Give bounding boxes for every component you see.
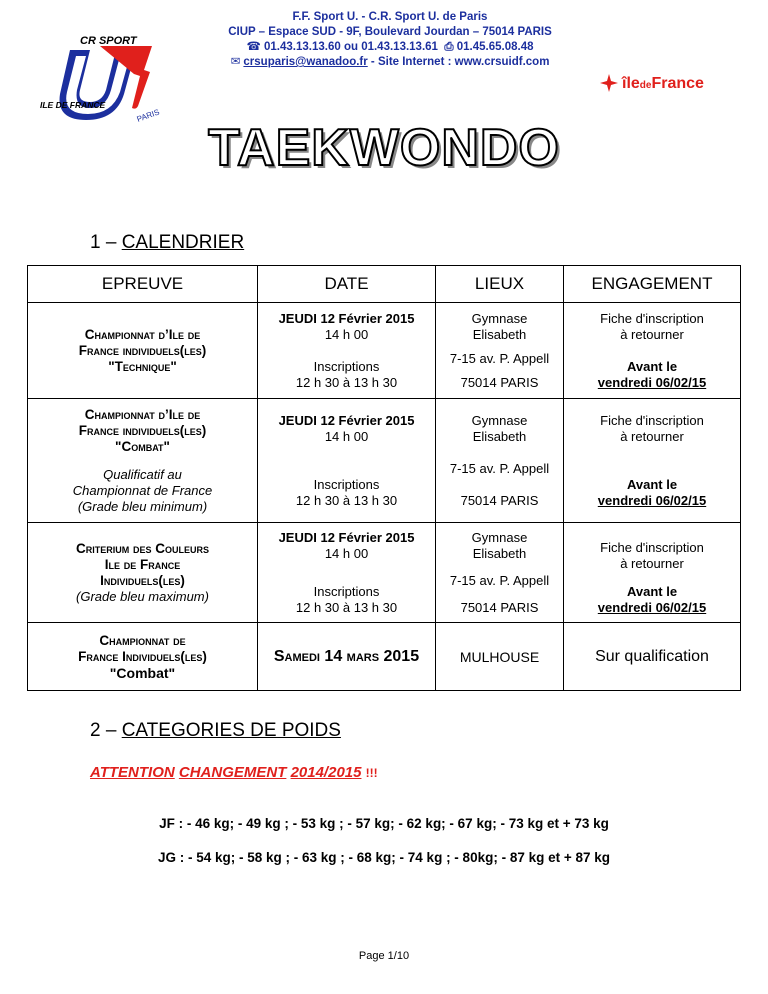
engagement-cell: Fiche d'inscription à retourner Avant le vendredi 06/02/15	[564, 303, 741, 399]
engagement-cell: Fiche d'inscription à retourner Avant le vendredi 06/02/15	[564, 523, 741, 623]
header-contact	[200, 10, 580, 70]
lieux-cell: Gymnase Elisabeth 7-15 av. P. Appell 75014 PARIS	[436, 399, 564, 523]
lieux-cell: Gymnase Elisabeth 7-15 av. P. Appell 75014 PARIS	[436, 303, 564, 399]
col-header-date: DATE	[258, 266, 436, 303]
date-cell: Samedi 14 mars 2015	[258, 623, 436, 691]
col-header-engagement: ENGAGEMENT	[564, 266, 741, 303]
svg-text:CR SPORT: CR SPORT	[80, 35, 137, 47]
fax-icon: ⎙	[441, 41, 454, 53]
header-address: CIUP – Espace SUD - 9F, Boulevard Jourdan – 75014 PARIS	[228, 26, 552, 38]
svg-text:ILE DE FRANCE: ILE DE FRANCE	[40, 100, 106, 110]
event-cell: Championnat de France Individuels(les) "Combat"	[28, 623, 258, 691]
page-number: Page 1/10	[358, 950, 410, 962]
lieux-cell: MULHOUSE	[436, 623, 564, 691]
engagement-cell: Fiche d'inscription à retourner Avant le vendredi 06/02/15	[564, 399, 741, 523]
col-header-epreuve: EPREUVE	[28, 266, 258, 303]
event-cell: Championnat d’Ile de France individuels(les) "Combat" Qualificatif au Championnat de France (Grade bleu minimum)	[28, 399, 258, 523]
weights-jg: JG : - 54 kg; - 58 kg ; - 63 kg ; - 68 kg; - 74 kg ; - 80kg; - 87 kg et + 87 kg	[157, 850, 611, 865]
svg-text:PARIS: PARIS	[135, 107, 161, 124]
attention-notice: ATTENTION CHANGEMENT 2014/2015 !!!	[90, 764, 378, 781]
table-header-row	[28, 266, 741, 303]
table-row	[28, 303, 741, 399]
website-link[interactable]: www.crsuidf.com	[454, 56, 550, 68]
header-web: ✉ crsuparis@wanadoo.fr - Site Internet : www.crsuidf.com	[230, 56, 550, 68]
date-cell: JEUDI 12 Février 2015 14 h 00 Inscriptions 12 h 30 à 13 h 30	[258, 303, 436, 399]
email-link[interactable]: crsuparis@wanadoo.fr	[243, 56, 368, 68]
lieux-cell: Gymnase Elisabeth 7-15 av. P. Appell 75014 PARIS	[436, 523, 564, 623]
page-title: TAEKWONDO	[208, 119, 560, 177]
section-calendrier-heading: 1 – CALENDRIER	[90, 232, 245, 253]
date-cell: JEUDI 12 Février 2015 14 h 00 Inscriptions 12 h 30 à 13 h 30	[258, 399, 436, 523]
weights-jf: JF : - 46 kg; - 49 kg ; - 53 kg ; - 57 kg; - 62 kg; - 67 kg; - 73 kg et + 73 kg	[159, 816, 609, 831]
table-row	[28, 623, 741, 691]
header-org: F.F. Sport U. - C.R. Sport U. de Paris	[292, 11, 488, 23]
date-cell: JEUDI 12 Février 2015 14 h 00 Inscriptions 12 h 30 à 13 h 30	[258, 523, 436, 623]
event-cell: Championnat d’Ile de France individuels(les) "Technique"	[28, 303, 258, 399]
svg-text:îledeFrance: îledeFrance	[622, 75, 704, 92]
col-header-lieux: LIEUX	[436, 266, 564, 303]
ile-de-france-logo	[600, 72, 720, 94]
section-poids-heading: 2 – CATEGORIES DE POIDS	[90, 720, 341, 741]
calendar-table	[27, 265, 741, 691]
header-phones: ☎ 01.43.13.13.60 ou 01.43.13.13.61 ⎙ 01.45.65.08.48	[246, 41, 534, 53]
cr-sport-u-logo	[40, 28, 180, 128]
engagement-cell: Sur qualification	[564, 623, 741, 691]
mail-icon: ✉	[230, 56, 241, 68]
table-row	[28, 523, 741, 623]
table-row	[28, 399, 741, 523]
event-cell: Criterium des Couleurs Ile de France Individuels(les) (Grade bleu maximum)	[28, 523, 258, 623]
